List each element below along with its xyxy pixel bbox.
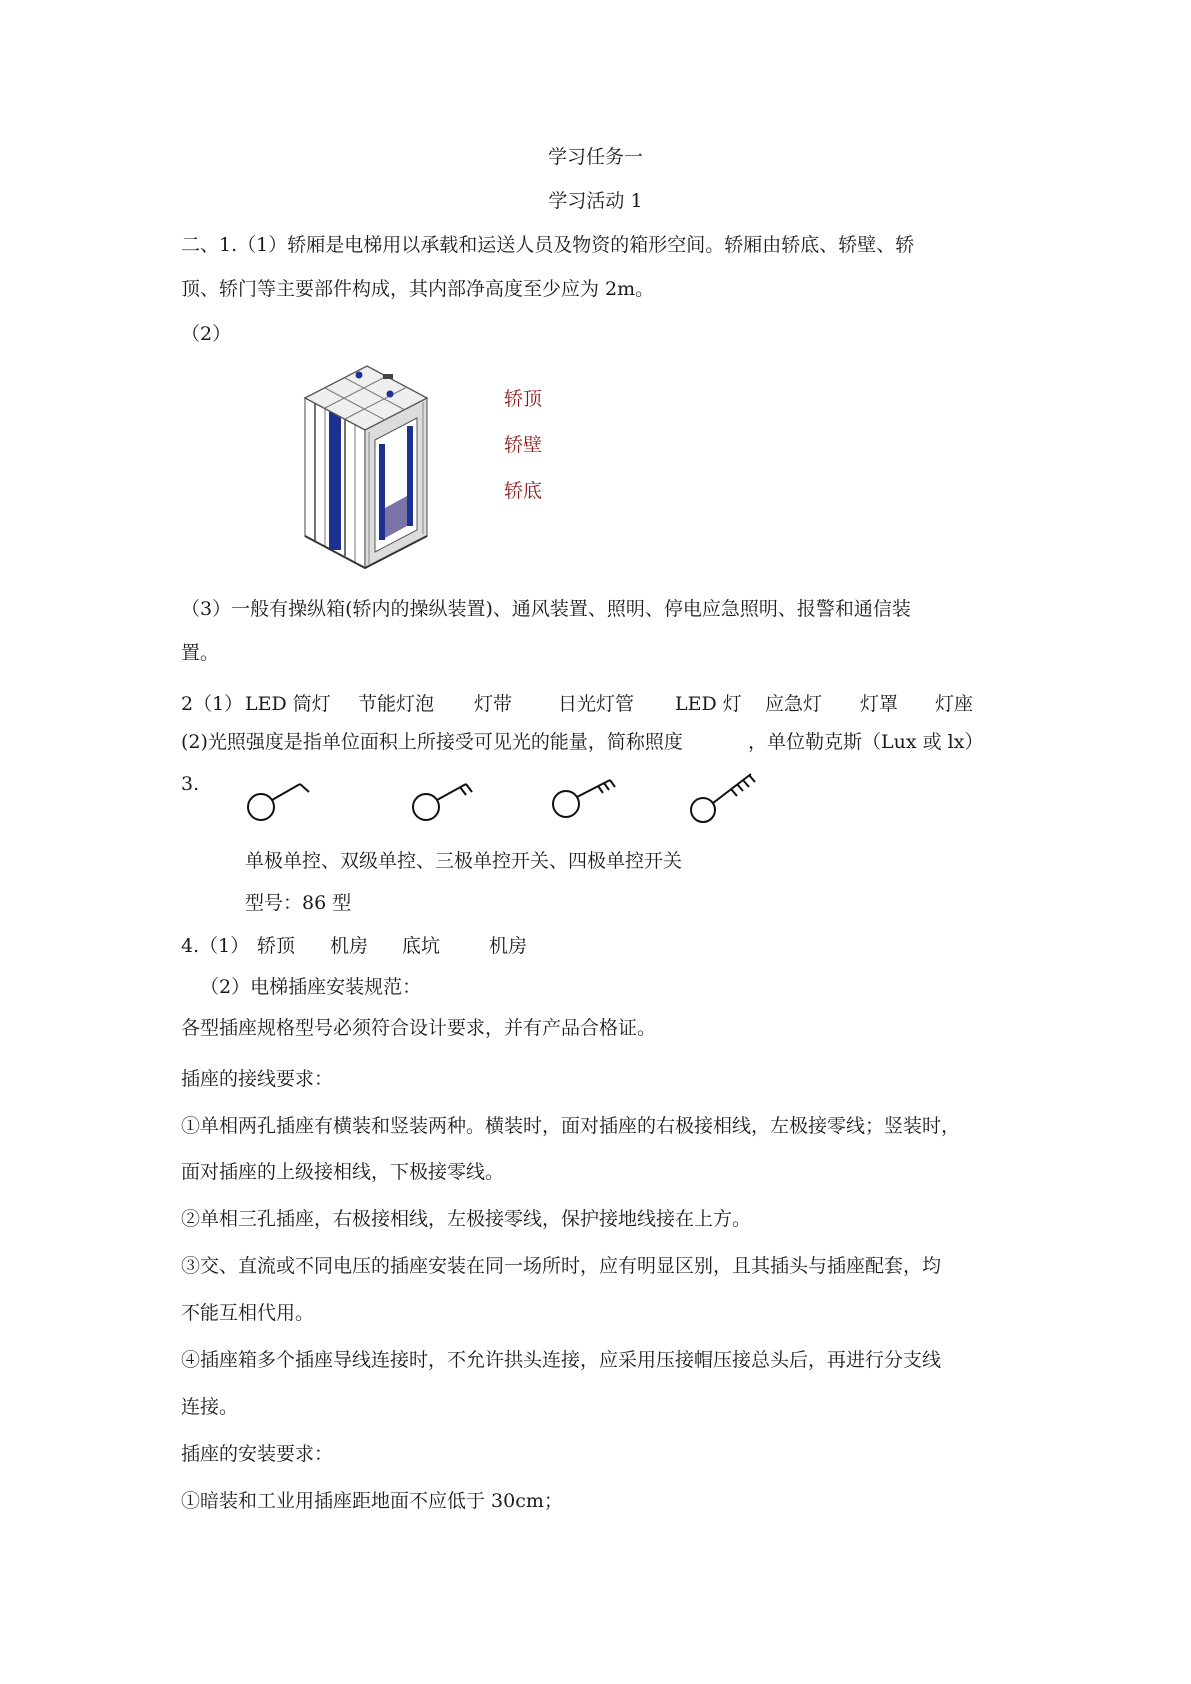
illuminance-definition: (2)光照强度是指单位面积上所接受可见光的能量，简称照度 — [181, 731, 683, 753]
car-label-wall: 轿壁 — [504, 434, 543, 456]
socket-place: 机房 — [330, 935, 369, 957]
illuminance-unit: ，单位勒克斯（Lux 或 lx） — [748, 731, 984, 753]
lamp-list-prefix: 2（1） — [181, 693, 244, 715]
switch-symbol-single-pole — [245, 775, 315, 825]
switch-symbol-triple-pole — [550, 772, 620, 822]
switch-types: 单极单控、双级单控、三极单控开关、四极单控开关 — [245, 850, 683, 872]
wiring-rule-3-line2: 不能互相代用。 — [181, 1302, 315, 1324]
paragraph-car-equipment-line2: 置。 — [181, 642, 220, 664]
wiring-rule-1-line1: ①单相两孔插座有横装和竖装两种。横装时，面对插座的右极接相线，左极接零线；竖装时， — [181, 1115, 961, 1137]
wiring-rule-4-line2: 连接。 — [181, 1396, 239, 1418]
section-3-label: 3. — [181, 773, 200, 795]
install-rule-1: ①暗装和工业用插座距地面不应低于 30cm； — [181, 1490, 563, 1512]
wiring-requirements-title: 插座的接线要求： — [181, 1068, 334, 1090]
activity-title: 学习活动 1 — [548, 190, 643, 212]
lamp-item: 灯带 — [474, 693, 513, 715]
wiring-rule-4-line1: ④插座箱多个插座导线连接时，不允许拱头连接，应采用压接帽压接总头后，再进行分支线 — [181, 1349, 942, 1371]
paragraph-car-definition-line1: 二、1.（1）轿厢是电梯用以承载和运送人员及物资的箱形空间。轿厢由轿底、轿壁、轿 — [181, 234, 915, 256]
lamp-item: 灯罩 — [860, 693, 899, 715]
socket-spec-heading: （2）电梯插座安装规范： — [200, 976, 422, 998]
paragraph-car-definition-line2: 顶、轿门等主要部件构成，其内部净高度至少应为 2m。 — [181, 278, 655, 300]
wiring-rule-3-line1: ③交、直流或不同电压的插座安装在同一场所时，应有明显区别，且其插头与插座配套，均 — [181, 1255, 942, 1277]
car-label-bottom: 轿底 — [504, 480, 543, 502]
socket-place: 底坑 — [402, 935, 441, 957]
lamp-item: LED 灯 — [675, 693, 742, 715]
task-title: 学习任务一 — [547, 146, 643, 168]
paragraph-car-equipment-line1: （3）一般有操纵箱(轿内的操纵装置)、通风装置、照明、停电应急照明、报警和通信装 — [181, 598, 911, 620]
socket-place: 轿顶 — [257, 935, 296, 957]
wiring-rule-2: ②单相三孔插座，右极接相线，左极接零线，保护接地线接在上方。 — [181, 1208, 752, 1230]
socket-place-prefix: 4.（1） — [181, 935, 250, 957]
wiring-rule-1-line2: 面对插座的上级接相线，下极接零线。 — [181, 1161, 505, 1183]
lamp-item: 节能灯泡 — [358, 693, 435, 715]
item-2-label: （2） — [181, 323, 232, 345]
switch-symbol-double-pole — [410, 775, 480, 825]
socket-spec-general: 各型插座规格型号必须符合设计要求，并有产品合格证。 — [181, 1017, 657, 1039]
switch-symbol-quad-pole — [687, 768, 767, 828]
lamp-item: LED 筒灯 — [245, 693, 331, 715]
lamp-item: 灯座 — [935, 693, 974, 715]
install-requirements-title: 插座的安装要求： — [181, 1443, 334, 1465]
lamp-item: 应急灯 — [765, 693, 823, 715]
switch-model: 型号：86 型 — [245, 892, 352, 914]
lamp-item: 日光灯管 — [558, 693, 635, 715]
socket-place: 机房 — [489, 935, 528, 957]
elevator-car-diagram — [295, 358, 445, 578]
car-label-top: 轿顶 — [504, 388, 543, 410]
